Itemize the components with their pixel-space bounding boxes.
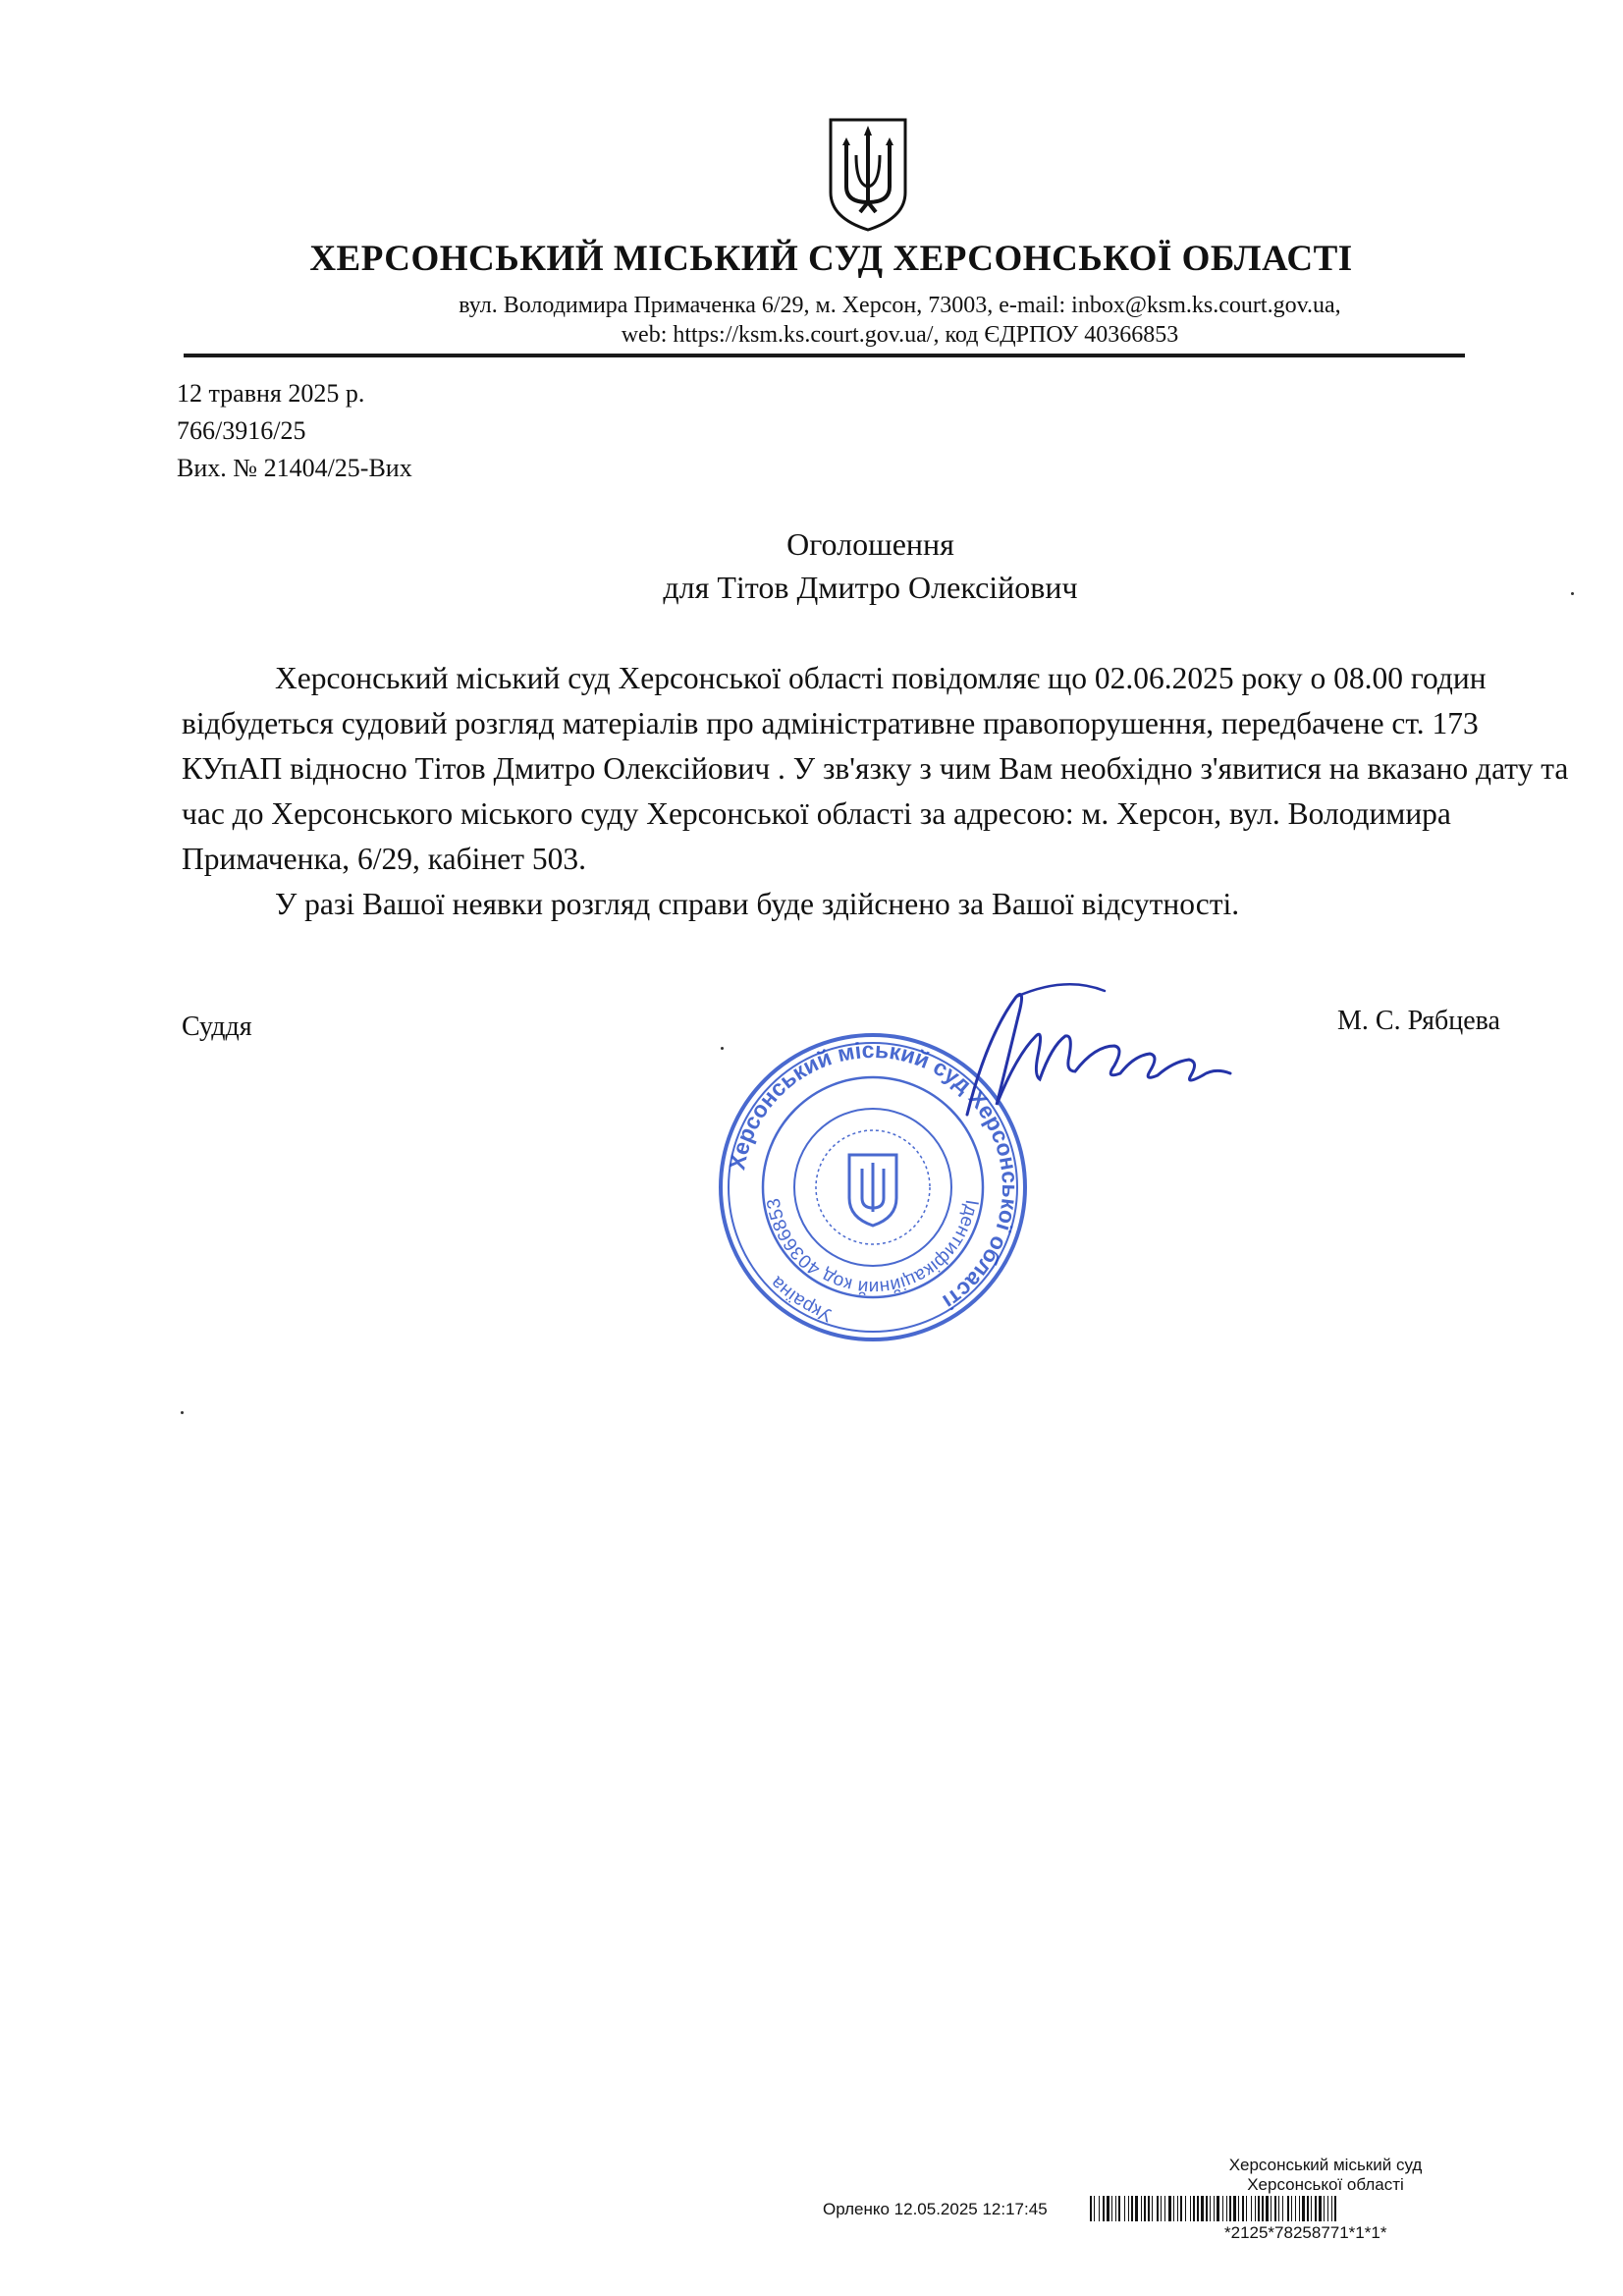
barcode-bar [1233,2196,1236,2221]
barcode-bar [1161,2196,1162,2221]
barcode-bar [1164,2196,1165,2221]
barcode-bar [1251,2196,1252,2221]
barcode-bar [1173,2196,1174,2221]
barcode-bar [1115,2196,1116,2221]
barcode-bar [1282,2196,1283,2221]
barcode-bar [1324,2196,1325,2221]
barcode-bar [1206,2196,1208,2221]
registration-stamp: Орленко 12.05.2025 12:17:45 [823,2200,1048,2218]
barcode-bar [1131,2196,1133,2221]
scan-speck [181,1411,184,1414]
barcode-bar [1180,2196,1182,2221]
footer-court-line: Херсонський міський суд [1228,2156,1423,2174]
barcode-bar [1135,2196,1138,2221]
footer-court-name [1208,2156,1443,2195]
announcement-body [182,656,1576,927]
barcode-bar [1246,2196,1247,2221]
scan-speck [1571,592,1574,595]
court-name: ХЕРСОНСЬКИЙ МІСЬКИЙ СУД ХЕРСОНСЬКОЇ ОБЛАСТІ [309,239,1353,279]
barcode-bar [1334,2196,1336,2221]
barcode-bar [1103,2196,1105,2221]
barcode-bar [1107,2196,1109,2221]
barcode-bar [1319,2196,1322,2221]
barcode-bar [1144,2196,1146,2221]
barcode-bar [1197,2196,1199,2221]
barcode-bar [1124,2196,1125,2221]
barcode-bar [1222,2196,1223,2221]
letterhead-divider [184,354,1465,357]
outgoing-number: Вих. № 21404/25-Вих [177,454,412,482]
barcode-bar [1090,2196,1092,2221]
barcode-bar [1128,2196,1129,2221]
barcode-bar [1094,2196,1095,2221]
barcode-bar [1157,2196,1159,2221]
barcode-bar [1185,2196,1186,2221]
document-date: 12 травня 2025 р. [177,379,365,408]
barcode-bar [1242,2196,1244,2221]
barcode-bar [1118,2196,1120,2221]
seal-outer-text: Херсонський міський суд Херсонської області [724,1036,1024,1315]
barcode [1090,2196,1571,2221]
document-addressee: для Тітов Дмитро Олексійович [663,570,1078,605]
barcode-bar [1274,2196,1276,2221]
barcode-bar [1255,2196,1256,2221]
seal-country-text: Україна [766,1272,835,1326]
barcode-bar [1190,2196,1191,2221]
barcode-bar [1266,2196,1269,2221]
barcode-bar [1295,2196,1296,2221]
seal-inner-text: Ідентифікаційний код 40366853 [763,1196,983,1298]
barcode-bar [1217,2196,1219,2221]
judge-signature [957,977,1242,1139]
judge-label: Суддя [182,1011,252,1042]
announcement-paragraph: Херсонський міський суд Херсонської області повідомляє що 02.06.2025 року о 08.00 годин відбудеться судовий розгляд матеріалів про адміністративне правопорушення, передбачене ст. 173 КУпАП відносно Тітов Дмитро Олексійович . У зв'язку з чим Вам необхідно з'явитися на вказано дату та час до Херсонського міського суду Херсонської області за адресою: м. Херсон, вул. Володимира Примаченка, 6/29, кабінет 503. [182,661,1569,876]
barcode-bar [1327,2196,1328,2221]
svg-text:Ідентифікаційний код 40366853 [764,1197,982,1297]
barcode-bar [1258,2196,1260,2221]
barcode-bar [1278,2196,1279,2221]
barcode-bar [1152,2196,1153,2221]
absence-notice-paragraph: У разі Вашої неявки розгляд справи буде здійснено за Вашої відсутності. [275,887,1240,921]
barcode-bar [1099,2196,1100,2221]
barcode-bar [1111,2196,1112,2221]
barcode-bar [1299,2196,1300,2221]
barcode-bar [1201,2196,1204,2221]
trident-coat-of-arms-icon [827,116,909,234]
barcode-bar [1311,2196,1312,2221]
court-address-line: вул. Володимира Примаченка 6/29, м. Херсон, 73003, e-mail: inbox@ksm.ks.court.gov.ua, [459,293,1341,318]
barcode-bar [1262,2196,1264,2221]
barcode-bar [1307,2196,1309,2221]
barcode-bar [1302,2196,1305,2221]
judge-name: М. С. Рябцева [1337,1006,1500,1036]
barcode-bar [1168,2196,1171,2221]
barcode-bar [1193,2196,1195,2221]
barcode-bar [1177,2196,1178,2221]
barcode-bar [1210,2196,1211,2221]
barcode-bar [1331,2196,1332,2221]
barcode-bar [1291,2196,1292,2221]
barcode-bar [1315,2196,1317,2221]
barcode-bar [1226,2196,1227,2221]
barcode-code: *2125*78258771*1*1* [1224,2223,1387,2242]
barcode-bar [1148,2196,1150,2221]
barcode-bar [1214,2196,1215,2221]
barcode-bar [1141,2196,1142,2221]
barcode-bar [1229,2196,1231,2221]
scan-speck [721,1047,724,1050]
seal-trident-icon [849,1155,896,1226]
court-web-line: web: https://ksm.ks.court.gov.ua/, код ЄДРПОУ 40366853 [621,322,1179,348]
case-number: 766/3916/25 [177,416,306,445]
document-title: Оголошення [786,526,954,562]
footer-court-region: Херсонської області [1247,2175,1404,2194]
barcode-bar [1238,2196,1239,2221]
barcode-bar [1287,2196,1289,2221]
